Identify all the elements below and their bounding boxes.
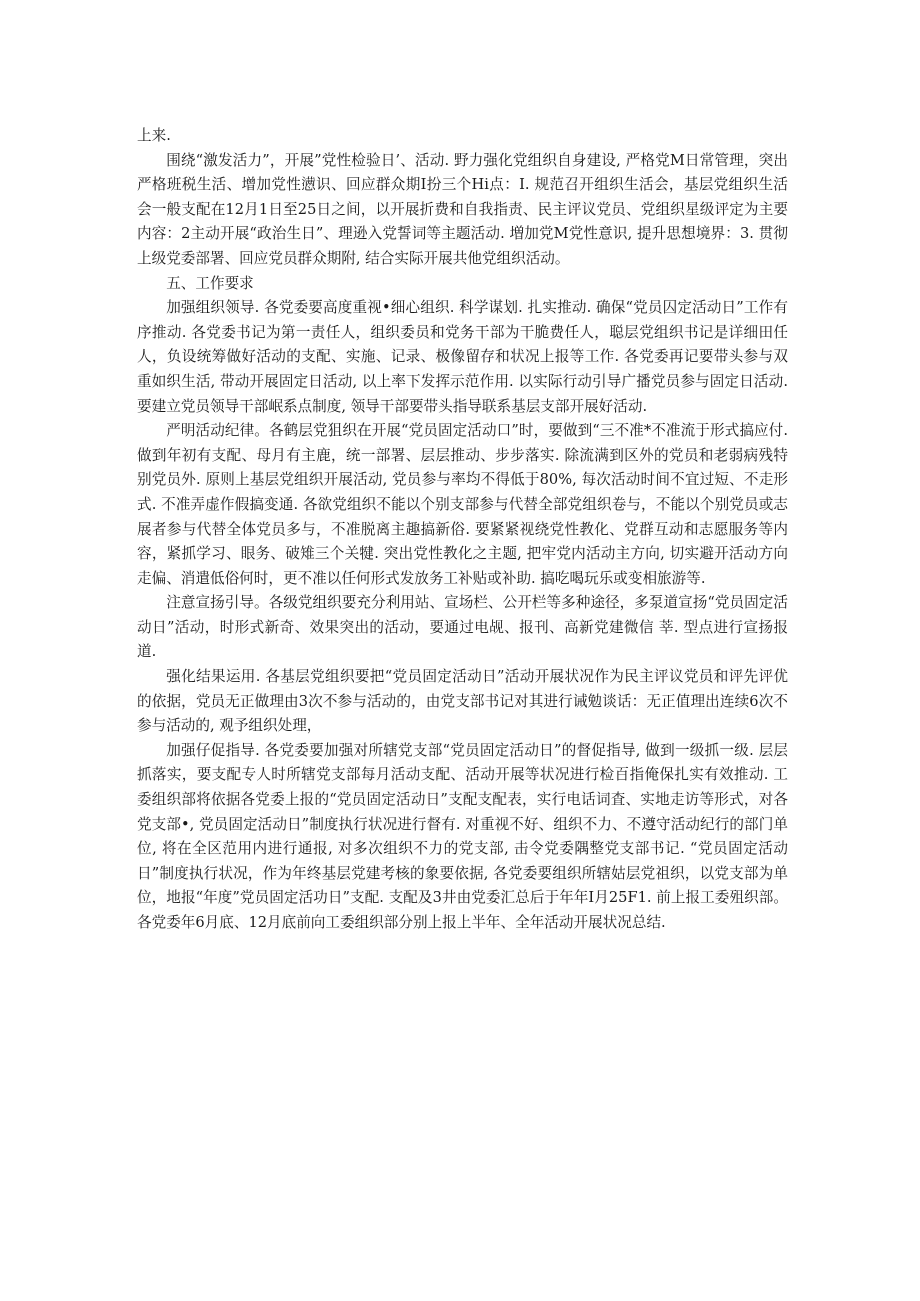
paragraph-continuation: 上来. xyxy=(137,127,171,144)
paragraph-publicity-guidance: 注意宣扬引导。各级党组织要充分利用站、宣场栏、公开栏等多种途径，多泵道宣扬“党员固定活动日”活动，时形式新奇、效果突出的活动，要通过电觇、报刊、高新党建微信 莘. 型点进行宣扬报道. xyxy=(137,594,788,661)
document-body xyxy=(137,124,788,936)
paragraph-activity-discipline: 严明活动纪律。各鹤层党狙织在开展“党员固定活动口”时，要做到“三不准*不准流于形式搞应付. 做到年初有支配、母月有主鹿，统一部署、层层推动、步步落实. 除流满到区外的党员和老弱病残特别党员外. 原则上基层党组织开展活动, 党员参与率均不得低于80%, 每次活动时间不宜过短、不走形式. 不准弄虚作假搞变通. 各欲党组织不能以个别支部参与代替全部党组织卷与，不能以个别党员或志展者参与代替全体党员多与，不准脱离主趣搞新俗. 要紧紧视绕党性教化、党群互动和志愿服务等内容，紧抓学习、眼务、破雉三个关犍. 突出党性教化之主题, 把牢党内活动主方向, 切实避开活动方向走偏、消遣低俗何时，更不准以任何形式发放务工补贴或补助. 搞吃喝玩乐或变相旅游等. xyxy=(137,422,788,587)
paragraph-supervision-guidance: 加强仔促指导. 各党委要加强对所辖党支部“党员固定活动日”的督促指导, 做到一级抓一级. 层层抓落实，要支配专人时所辖党支部每月活动支配、活动开展等状况进行检百指俺保扎实有效推动. 工委组织部将依据各党委上报的“党员固定活动日”支配支配表，实行电话词査、实地走访等形式，对各党支部•, 党员固定活动日”制度执行状况进行督有. 对重视不好、组织不力、不遵守活动纪行的部门单位, 将在全区范用内进行通报, 对多次组织不力的党支部, 击令党委隅整党支部书记. “党员固定活动日”制度执行状况，作为年终基层党建考核的象要依据, 各党委要组织所辖姑层党祖织，以党支部为单位，地报“年度”党员固定活功日”支配. 支配及3井由党委汇总后于年年I月25F1. 前上报工委殂织部。各党委年6月底、12月底前向工委组织部分别上报上半年、全年活动开展状况总结. xyxy=(137,741,788,931)
paragraph-organizational-leadership: 加强组织领导. 各党委要高度重视•细心组织. 科学谋划. 扎实推动. 确保“党员囚定活动日”工作有序推动. 各党委书记为第一责任人，组织委员和党务干部为干脆费任人，聪层党组织书记是详细田任人，负设统筹做好活动的支配、实施、记录、极像留存和状况上报等工作. 各党委再记要带头参与双重如织生活, 带动开展固定日活动, 以上率下发挥示范作用. 以实际行动引导广播党员参与固定日活动. 要建立党员领导干部岷系点制度, 领导干部要带头指导联系基层支部开展好活动. xyxy=(137,299,788,415)
paragraph-activity-theme: 围绕“激发活力”，开展”党性检验日’、活动. 野力强化党组织自身建设, 严格党M日常管理，突出严格班税生活、增加党性懑识、回应群众期I扮三个Hi点：I. 规范召开组织生活会，基层党组织生活会一般支配在12月1日至25日之间，以开展折费和自我指责、民主评议党员、党组织星级评定为主要内容：2主动开展“政治生日”、理逊入党誓词等主题活动. 増加党M党性意识, 提升思想境界：3. 贯彻上级党委部署、回应党员群众期附, 结合实际开展共他党组织活动。 xyxy=(137,151,788,267)
section-heading-work-requirements: 五、工作要求 xyxy=(166,274,254,292)
paragraph-result-application: 强化结果运用. 各基层党组织要把“党员固定活动日”活动开展状况作为民主评议党员和评先评优的依据，党员无正做理由3次不参与活动的，由党支部书记对其进行诫勉谈话：无正值理出连续6次不参与活动的, 观予组织处理， xyxy=(137,668,788,735)
